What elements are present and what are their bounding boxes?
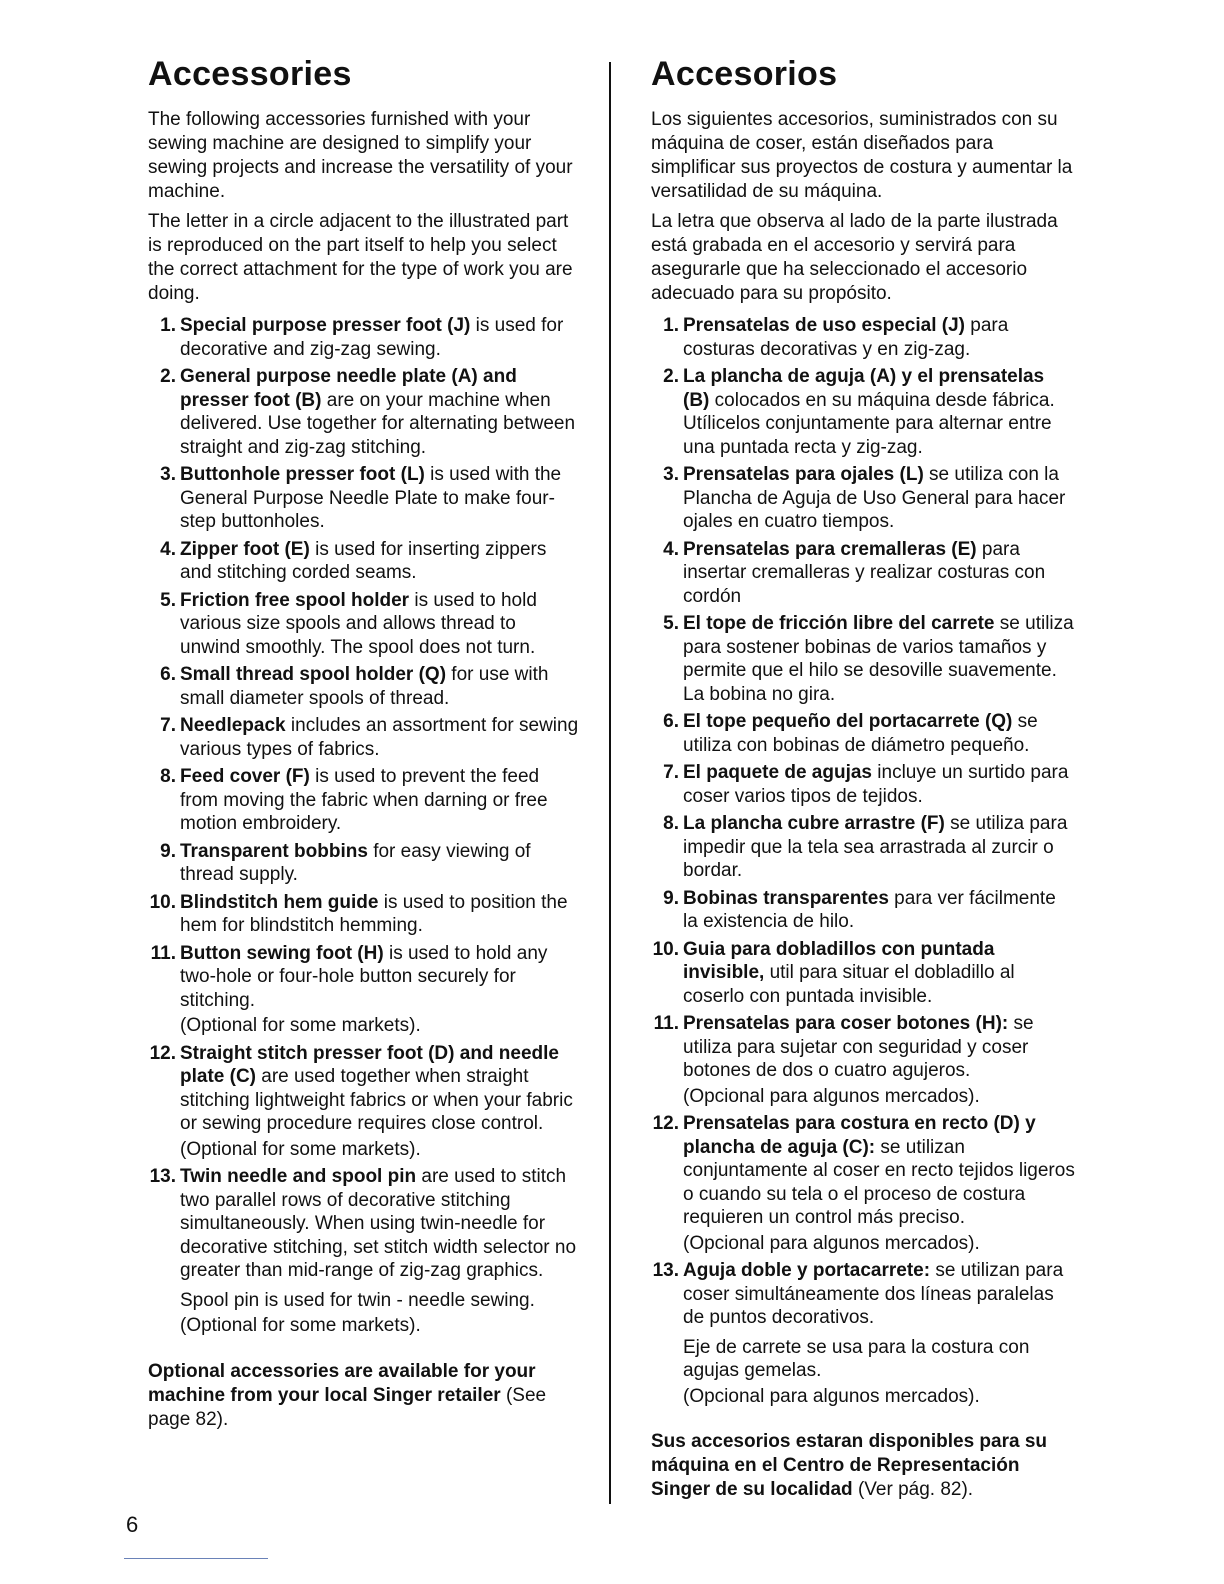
- item-note: Spool pin is used for twin - needle sewing.: [180, 1289, 535, 1311]
- list-item: [651, 938, 1075, 1009]
- item-description: are used together when straight stitching lightweight fabrics or when your fabric or sewing procedure requires close control.: [180, 1066, 573, 1134]
- item-number: 4.: [160, 538, 176, 560]
- item-name: Feed cover (F): [180, 766, 310, 787]
- item-name: General purpose needle plate (A) and presser foot (B): [180, 366, 517, 411]
- item-number: 12.: [149, 1042, 176, 1064]
- accessory-list-spanish: [651, 314, 1075, 1408]
- list-item: [651, 612, 1075, 706]
- item-number: 6.: [160, 664, 176, 685]
- english-column: [148, 52, 580, 1432]
- item-description: is used to hold various size spools and allows thread to unwind smoothly. The spool does not turn.: [180, 589, 537, 658]
- footer-bold-text: Sus accesorios estaran disponibles para su máquina en el Centro de Representación Singer de su localidad: [651, 1431, 1047, 1500]
- item-number: 2.: [663, 366, 679, 387]
- item-name: Blindstitch hem guide: [180, 891, 379, 913]
- item-description: is used for decorative and zig-zag sewing.: [180, 315, 564, 360]
- item-name: Twin needle and spool pin: [180, 1166, 417, 1187]
- footer-rule: [124, 1558, 268, 1559]
- item-note: (Opcional para algunos mercados).: [683, 1232, 980, 1254]
- spanish-column: [651, 52, 1075, 1502]
- item-name: Straight stitch presser foot (D) and needle plate (C): [180, 1042, 559, 1087]
- item-name: Prensatelas para ojales (L): [683, 464, 924, 485]
- item-description: is used to position the hem for blindstitch hemming.: [180, 891, 568, 936]
- item-name: Buttonhole presser foot (L): [180, 464, 425, 485]
- item-description: for easy viewing of thread supply.: [180, 840, 531, 885]
- list-item: [651, 365, 1075, 459]
- item-description: para ver fácilmente la existencia de hilo.: [683, 887, 1056, 932]
- item-name: La plancha de aguja (A) y el prensatelas (B): [683, 366, 1045, 411]
- list-item: [148, 765, 580, 836]
- item-number: 1.: [160, 315, 176, 336]
- accessory-list-english: [148, 314, 580, 1338]
- item-description: para costuras decorativas y en zig-zag.: [683, 315, 1009, 360]
- footer-text: (See page 82).: [148, 1384, 547, 1430]
- item-number: 8.: [160, 766, 176, 787]
- item-note: (Optional for some markets).: [180, 1015, 421, 1036]
- item-description: util para situar el dobladillo al coserlo con puntada invisible.: [683, 962, 1015, 1007]
- item-name: Zipper foot (E): [180, 538, 310, 560]
- list-item: [651, 761, 1075, 808]
- item-description: se utiliza con la Plancha de Aguja de Uso General para hacer ojales en cuatro tiempos.: [683, 464, 1066, 532]
- item-number: 10.: [652, 938, 679, 960]
- item-number: 13.: [652, 1260, 679, 1281]
- item-description: incluye un surtido para coser varios tipos de tejidos.: [683, 762, 1069, 807]
- list-item: [148, 891, 580, 938]
- intro-paragraph-2: La letra que observa al lado de la parte ilustrada está grabada en el accesorio y servirá para asegurarle que ha seleccionado el accesorio adecuado para su propósito.: [651, 211, 1058, 304]
- item-description: se utilizan para coser simultáneamente dos líneas paralelas de puntos decorativos.: [683, 1260, 1064, 1328]
- item-name: Prensatelas para cremalleras (E): [683, 538, 977, 560]
- list-item: [148, 463, 580, 534]
- item-name: Prensatelas para costura en recto (D) y plancha de aguja (C):: [683, 1113, 1036, 1158]
- item-number: 3.: [663, 464, 679, 485]
- item-name: Transparent bobbins: [180, 840, 368, 862]
- list-item: [651, 1012, 1075, 1108]
- list-item: [148, 840, 580, 887]
- column-divider: [609, 62, 611, 1504]
- item-note: (Optional for some markets).: [180, 1315, 421, 1336]
- item-number: 11.: [150, 942, 176, 964]
- item-description: se utiliza para impedir que la tela sea arrastrada al zurcir o bordar.: [683, 813, 1068, 881]
- item-number: 10.: [149, 891, 176, 913]
- item-description: for use with small diameter spools of thread.: [180, 664, 549, 709]
- list-item: [148, 589, 580, 660]
- footer-text: (Ver pág. 82).: [852, 1479, 974, 1500]
- item-description: is used for inserting zippers and stitching corded seams.: [180, 538, 547, 583]
- list-item: [651, 710, 1075, 757]
- item-name: Friction free spool holder: [180, 589, 410, 611]
- item-description: para insertar cremalleras y realizar costuras con cordón: [683, 538, 1046, 607]
- item-number: 13.: [149, 1166, 176, 1187]
- item-name: Needlepack: [180, 715, 286, 736]
- page-number: 6: [126, 1512, 139, 1537]
- item-name: Bobinas transparentes: [683, 887, 889, 909]
- item-number: 5.: [160, 589, 176, 611]
- item-description: are on your machine when delivered. Use together for alternating between straight and zig-zag stitching.: [180, 389, 576, 458]
- item-description: se utiliza para sostener bobinas de varios tamaños y permite que el hilo se desoville suavemente. La bobina no gira.: [683, 613, 1074, 705]
- list-item: [148, 365, 580, 459]
- item-note: (Opcional para algunos mercados).: [683, 1085, 980, 1107]
- item-note: Eje de carrete se usa para la costura con agujas gemelas.: [683, 1336, 1030, 1381]
- item-name: Guia para dobladillos con puntada invisible,: [683, 938, 995, 983]
- item-name: Special purpose presser foot (J): [180, 315, 471, 336]
- item-name: Aguja doble y portacarrete:: [683, 1260, 931, 1281]
- item-number: 11.: [653, 1013, 679, 1034]
- intro-paragraph-2: The letter in a circle adjacent to the illustrated part is reproduced on the part itself to help you select the correct attachment for the type of work you are doing.: [148, 211, 573, 304]
- optional-accessories-note: [148, 1360, 580, 1432]
- item-number: 6.: [663, 711, 679, 732]
- list-item: [148, 663, 580, 710]
- item-name: El paquete de agujas: [683, 762, 872, 783]
- item-number: 9.: [663, 887, 679, 909]
- item-number: 4.: [663, 538, 679, 560]
- list-item: [651, 887, 1075, 934]
- item-name: El tope pequeño del portacarrete (Q): [683, 711, 1013, 732]
- list-item: [148, 1042, 580, 1162]
- item-number: 2.: [160, 366, 176, 387]
- item-number: 5.: [663, 613, 679, 634]
- item-number: 1.: [663, 315, 679, 336]
- list-item: [651, 463, 1075, 534]
- item-description: is used to prevent the feed from moving the fabric when darning or free motion embroidery.: [180, 766, 548, 834]
- item-number: 8.: [663, 813, 679, 834]
- item-name: La plancha cubre arrastre (F): [683, 813, 945, 834]
- item-description: se utilizan conjuntamente al coser en recto tejidos ligeros o cuando su tela o el proceso de costura requieren un control más preciso.: [683, 1136, 1075, 1228]
- list-item: [651, 1112, 1075, 1255]
- item-description: is used with the General Purpose Needle Plate to make four-step buttonholes.: [180, 464, 562, 532]
- item-number: 7.: [663, 762, 679, 783]
- item-name: Button sewing foot (H): [180, 942, 384, 964]
- item-number: 12.: [652, 1113, 679, 1134]
- item-name: Prensatelas para coser botones (H):: [683, 1013, 1009, 1034]
- item-number: 7.: [160, 715, 176, 736]
- item-name: Small thread spool holder (Q): [180, 664, 447, 685]
- item-name: Prensatelas de uso especial (J): [683, 315, 965, 336]
- list-item: [148, 942, 580, 1038]
- item-number: 9.: [160, 840, 176, 862]
- item-description: includes an assortment for sewing various types of fabrics.: [180, 715, 579, 760]
- list-item: [651, 1259, 1075, 1408]
- item-description: is used to hold any two-hole or four-hole button securely for stitching.: [180, 942, 548, 1011]
- list-item: [651, 314, 1075, 361]
- list-item: [651, 538, 1075, 609]
- item-description: se utiliza con bobinas de diámetro pequeño.: [683, 711, 1038, 756]
- intro-paragraph-1: Los siguientes accesorios, suministrados con su máquina de coser, están diseñados para simplificar sus proyectos de costura y aumentar la versatilidad de su máquina.: [651, 109, 1073, 202]
- page-title-english: Accessories: [148, 55, 352, 93]
- footer-bold-text: Optional accessories are available for your machine from your local Singer retailer: [148, 1360, 536, 1406]
- page-title-spanish: Accesorios: [651, 55, 838, 93]
- intro-paragraph-1: The following accessories furnished with your sewing machine are designed to simplify your sewing projects and increase the versatility of your machine.: [148, 109, 573, 202]
- item-number: 3.: [160, 464, 176, 485]
- item-description: se utiliza para sujetar con seguridad y coser botones de dos o cuatro agujeros.: [683, 1013, 1034, 1081]
- optional-accessories-note: [651, 1430, 1075, 1502]
- list-item: [651, 812, 1075, 883]
- item-note: (Opcional para algunos mercados).: [683, 1385, 980, 1407]
- item-name: El tope de fricción libre del carrete: [683, 613, 995, 634]
- list-item: [148, 714, 580, 761]
- list-item: [148, 538, 580, 585]
- list-item: [148, 314, 580, 361]
- item-note: (Optional for some markets).: [180, 1138, 421, 1160]
- item-description: are used to stitch two parallel rows of decorative stitching simultaneously. When using twin-needle for decorative stitching, set stitch width selector no greater than mid-range of zig-zag graphics.: [180, 1166, 577, 1281]
- item-description: colocados en su máquina desde fábrica. Utílicelos conjuntamente para alternar entre una puntada recta y zig-zag.: [683, 389, 1055, 458]
- list-item: [148, 1165, 580, 1338]
